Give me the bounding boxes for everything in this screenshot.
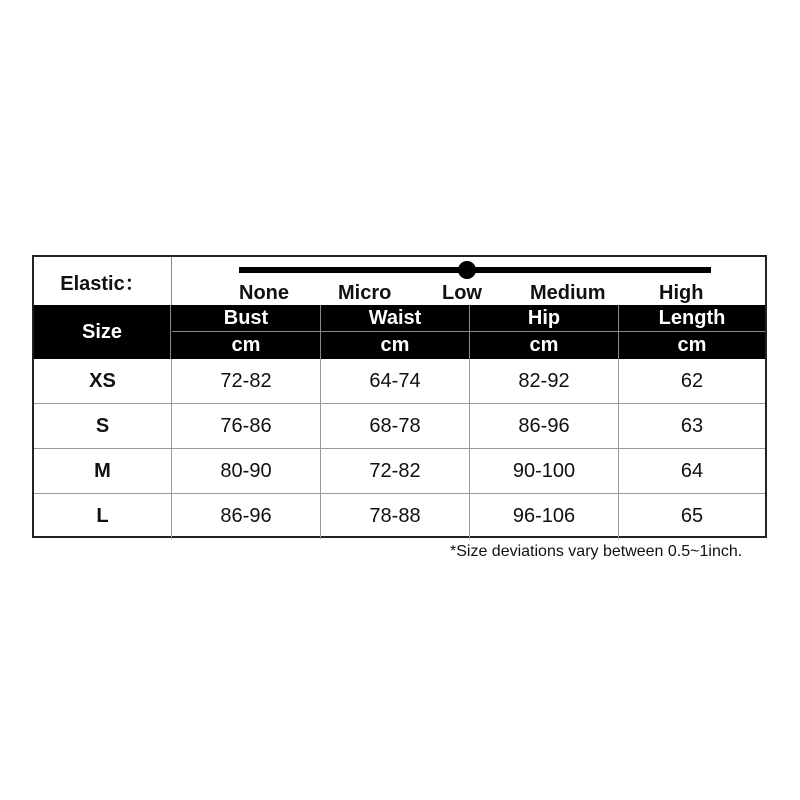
bust-cell: 76-86 [172,404,321,449]
size-cell: M [34,449,172,494]
size-deviation-note: *Size deviations vary between 0.5~1inch. [450,543,743,560]
header-waist: Waist [321,305,470,332]
waist-cell: 68-78 [321,404,470,449]
table-header [34,305,765,359]
size-cell: XS [34,359,172,404]
length-cell: 65 [680,505,704,527]
elastic-level-high: High [659,282,704,304]
bust-cell: 72-82 [172,359,321,404]
length-cell: 63 [619,404,765,449]
hip-cell: 90-100 [470,449,619,494]
hip-cell: 82-92 [470,359,619,404]
header-bust: Bust [172,305,321,332]
elastic-level-low: Low [442,282,482,304]
bust-cell: 86-96 [172,494,321,539]
header-hip: Hip [470,305,619,332]
header-waist-unit: cm [321,332,470,359]
hip-cell: 86-96 [470,404,619,449]
elastic-label: Elastic： [34,257,172,305]
header-length-unit: cm [677,334,707,356]
table-row [34,449,765,494]
elastic-level-micro: Micro [338,282,392,304]
bust-cell: 80-90 [172,449,321,494]
header-length: Length [619,305,765,332]
size-cell: L [34,494,172,539]
elastic-selected-marker [458,261,476,279]
header-hip-unit: cm [470,332,619,359]
size-chart [32,255,767,538]
table-row [34,359,765,404]
table-row [34,404,765,449]
elastic-level-medium: Medium [530,282,606,304]
header-bust-unit: cm [172,332,321,359]
elastic-scale [172,257,765,305]
length-cell: 64 [619,449,765,494]
elastic-row [34,257,765,305]
hip-cell: 96-106 [470,494,619,539]
header-size: Size [34,305,171,359]
waist-cell: 72-82 [321,449,470,494]
length-cell: 62 [619,359,765,404]
waist-cell: 78-88 [321,494,470,539]
elastic-level-none: None [239,282,289,304]
table-row [34,494,765,539]
size-cell: S [34,404,172,449]
waist-cell: 64-74 [321,359,470,404]
